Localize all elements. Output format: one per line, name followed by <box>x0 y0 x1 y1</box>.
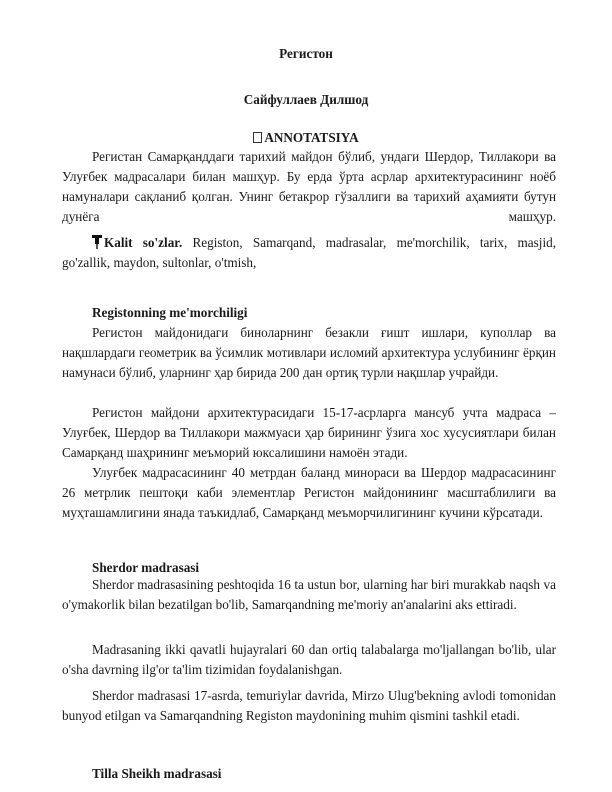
architecture-paragraph-3: Улуғбек мадрасасининг 40 метрдан баланд минораси ва Шердор мадрасасининг 26 метрлик пештоқи каби элементлар Регистон майдонининг масштаблилиги ва муҳташамлигини янада таъкидлаб, Самарқанд меъморчилигининг кучини кўрсатади. <box>62 465 556 520</box>
sherdor-paragraph-2: Madrasaning ikki qavatli hujayralari 60 dan ortiq talabalarga mo'ljallangan bo'lib, ular o'sha davrning ilg'or ta'lim tizimidan foydalanishgan. <box>62 642 556 677</box>
document-title: Регистон <box>279 46 333 61</box>
sherdor-paragraph-1: Sherdor madrasasining peshtoqida 16 ta ustun bor, ularning har biri murakkab naqsh va o'ymakorlik bilan bezatilgan bo'lib, Samarqandning me'moriy an'analarini aks ettiradi. <box>62 577 556 612</box>
architecture-paragraph-2: Регистон майдони архитектурасидаги 15-17-асрларга мансуб учта мадраса – Улуғбек, Шердор ва Тиллакори мажмуаси ҳар бирининг ўзига хос хусусиятлари билан Самарқанд шаҳрининг меъморий юксалишини намоён этади. <box>62 405 556 460</box>
annotation-heading: ANNOTATSIYA <box>264 130 359 145</box>
pushpin-icon <box>92 235 102 249</box>
placeholder-glyph-icon <box>253 132 262 143</box>
annotation-paragraph: Регистан Самарқанддаги тарихий майдон бўлиб, ундаги Шердор, Тиллакори ва Улуғбек мадрасалари билан машҳур. Бу ерда ўрта асрлар архитектурасининг ноёб намуналари сақланиб қолган. Унинг бетакрор гўзаллиги ва тарихий аҳамияти бутун дунёга машҳур. <box>62 149 556 224</box>
section-heading-tilla-sheikh: Tilla Sheikh madrasasi <box>92 766 222 781</box>
keywords-list: Registon, Samarqand, madrasalar, me'morchilik, tarix, masjid, go'zallik, maydon, sultonlar, o'tmish, <box>62 235 557 270</box>
annotation-heading-line <box>0 128 612 148</box>
section-heading-architecture: Registonning me'morchiligi <box>92 305 248 320</box>
sherdor-paragraph-3: Sherdor madrasasi 17-asrda, temuriylar davrida, Mirzo Ulug'bekning avlodi tomonidan bunyod etilgan va Samarqandning Registon maydonining muhim qismini tashkil etadi. <box>62 688 556 723</box>
architecture-paragraph-1: Регистон майдонидаги биноларнинг безакли ғишт ишлари, куполлар ва нақшлардаги геометрик ва ўсимлик мотивлари исломий архитектура услубининг ёрқин намунаси бўлиб, уларнинг ҳар бирида 200 дан ортиқ турли нақшлар учрайди. <box>62 325 556 380</box>
keywords-label: Kalit so'zlar. <box>104 235 183 250</box>
author-name: Сайфуллаев Дилшод <box>243 92 369 107</box>
keywords-paragraph <box>62 233 556 273</box>
section-heading-sherdor: Sherdor madrasasi <box>92 560 200 575</box>
